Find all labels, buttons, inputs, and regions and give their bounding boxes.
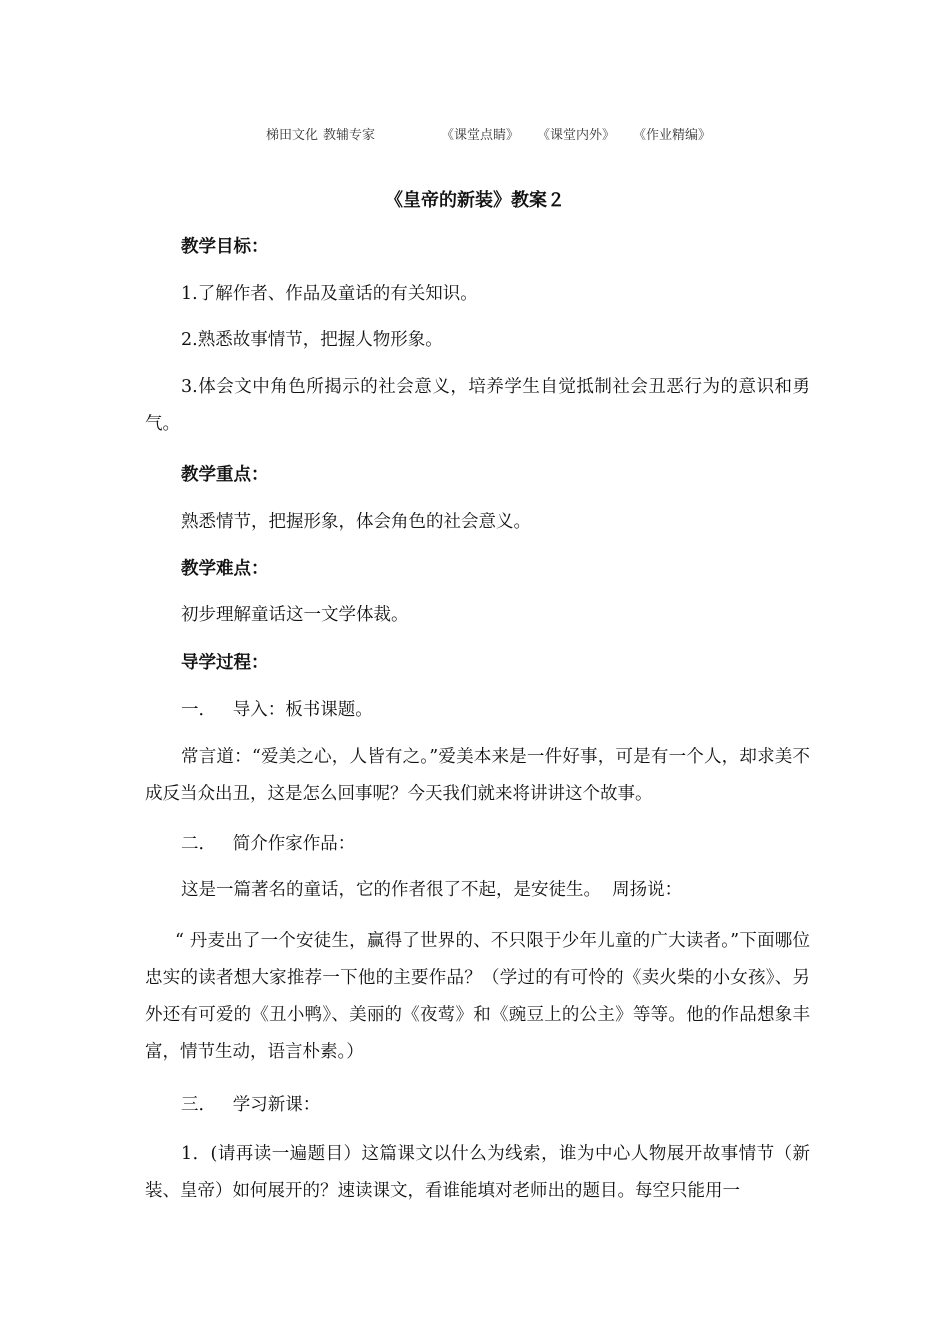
section-1-heading: 一． 导入：板书课题。: [181, 700, 373, 720]
section-2-heading: 二． 简介作家作品：: [181, 834, 356, 854]
difficulties: 初步理解童话这一文学体裁。: [181, 605, 409, 625]
section-1-text: 常言道：“爱美之心，人皆有之。”爱美本来是一件好事，可是有一个人，却求美不成反当众出丑，这是怎么回事呢？今天我们就来将讲讲这个故事。: [145, 747, 810, 804]
section-2-text-1: 这是一篇著名的童话，它的作者很了不起，是安徒生。 周扬说：: [181, 880, 683, 900]
heading-key-points: 教学重点：: [181, 465, 269, 485]
goal-1: 1.了解作者、作品及童话的有关知识。: [181, 284, 478, 304]
goal-3: 3.体会文中角色所揭示的社会意义，培养学生自觉抵制社会丑恶行为的意识和勇气。: [145, 377, 810, 434]
header-book-3: 《作业精编》: [633, 128, 712, 143]
header-book-1: 《课堂点睛》: [441, 128, 520, 143]
section-3-text: 1．(请再读一遍题目）这篇课文以什么为线索，谁为中心人物展开故事情节（新装、皇帝）如何展开的？速读课文，看谁能填对老师出的题目。每空只能用一: [145, 1144, 810, 1201]
header-company: 梯田文化: [266, 128, 319, 143]
header-tagline: 教辅专家: [323, 128, 376, 143]
section-3-heading: 三． 学习新课：: [181, 1095, 321, 1115]
goal-2: 2.熟悉故事情节，把握人物形象。: [181, 330, 443, 350]
header-book-2: 《课堂内外》: [537, 128, 616, 143]
heading-difficulties: 教学难点：: [181, 559, 269, 579]
document-title: 《皇帝的新装》教案２: [385, 190, 565, 211]
section-2-text-2: “ 丹麦出了一个安徒生，赢得了世界的、不只限于少年儿童的广大读者。”下面哪位忠实的读者想大家推荐一下他的主要作品？（学过的有可怜的《卖火柴的小女孩》、另外还有可爱的《丑小鸭》、美丽的《夜莺》和《豌豆上的公主》等等。他的作品想象丰富，情节生动，语言朴素。）: [145, 931, 810, 1062]
heading-process: 导学过程：: [181, 653, 269, 673]
key-points: 熟悉情节，把握形象，体会角色的社会意义。: [181, 512, 531, 532]
heading-goals: 教学目标：: [181, 237, 269, 257]
